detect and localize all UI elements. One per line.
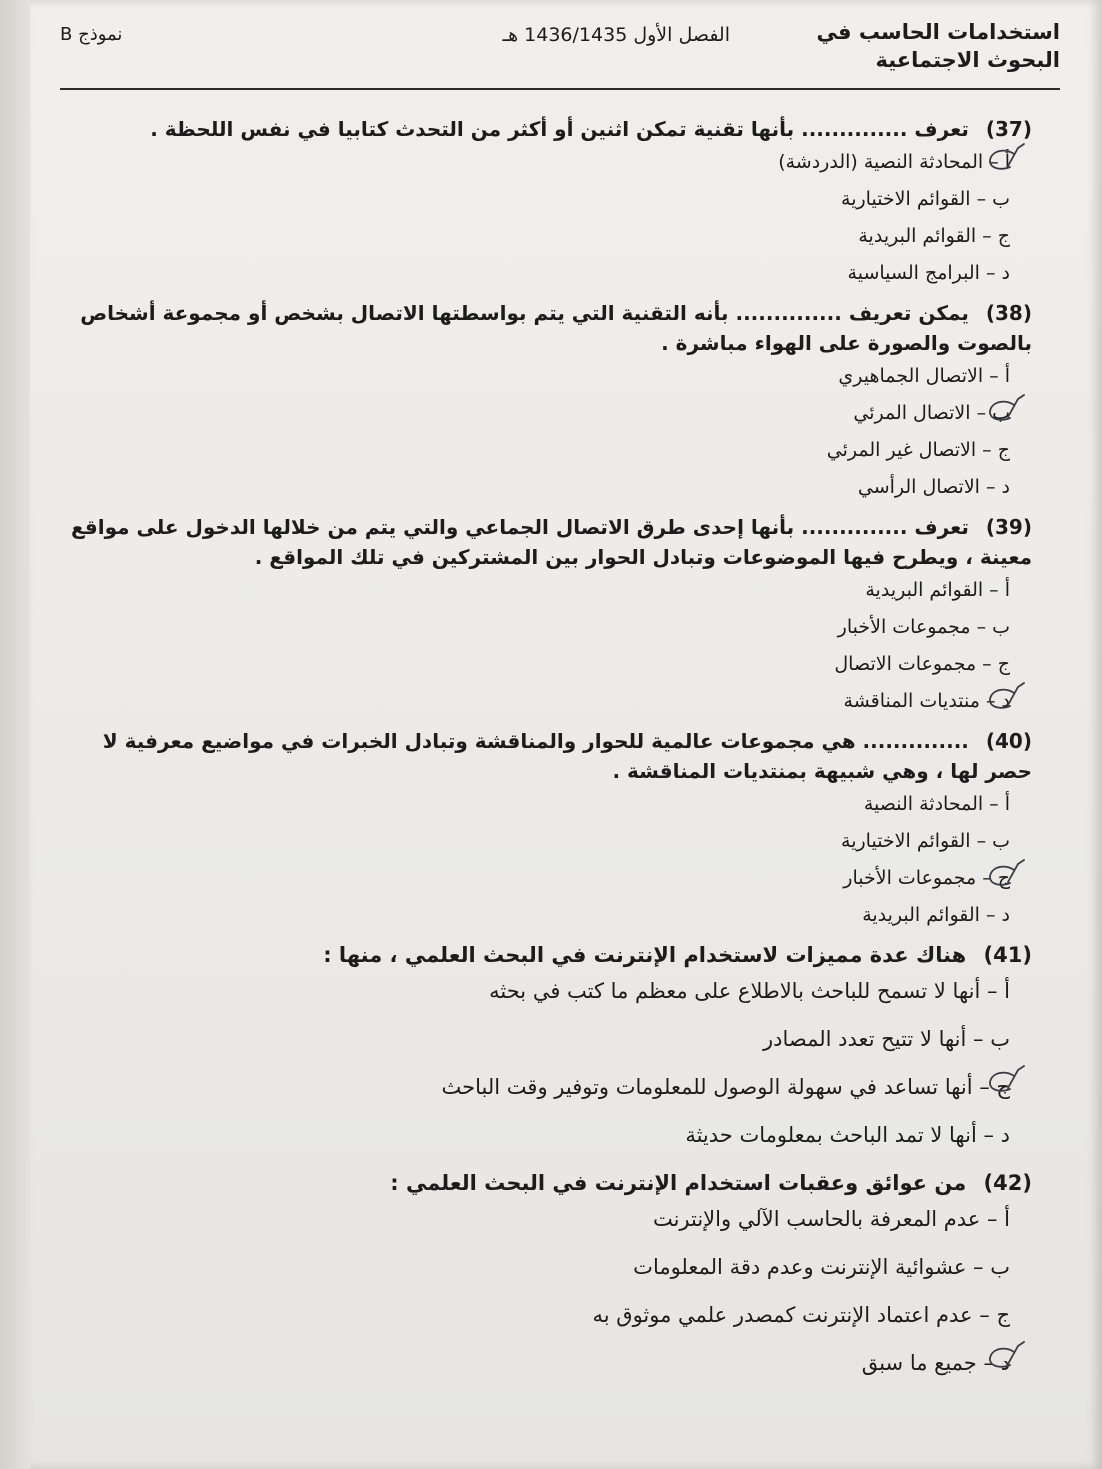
check-mark-icon	[984, 391, 1028, 427]
question-text	[60, 1168, 1032, 1198]
option-a[interactable]	[60, 364, 1010, 388]
option-label: د – منتديات المناقشة	[843, 690, 1010, 712]
option-d[interactable]	[60, 1120, 1010, 1150]
option-label: ب – مجموعات الأخبار	[837, 616, 1010, 638]
option-c[interactable]	[60, 1300, 1010, 1330]
option-label: أ – الاتصال الجماهيري	[838, 365, 1010, 387]
option-list	[60, 150, 1060, 285]
option-b[interactable]	[60, 829, 1010, 853]
question-number: (39)	[985, 515, 1032, 539]
question-text	[60, 726, 1032, 786]
option-list	[60, 578, 1060, 713]
option-label: د – الاتصال الرأسي	[857, 476, 1010, 498]
adjacent-page-edge	[0, 0, 31, 1469]
option-label: ج – عدم اعتماد الإنترنت كمصدر علمي موثوق به	[592, 1303, 1010, 1327]
question-number: (40)	[985, 729, 1032, 753]
option-d[interactable]	[60, 689, 1010, 713]
check-mark-icon	[984, 140, 1028, 176]
question-text	[60, 114, 1032, 144]
option-c[interactable]	[60, 652, 1010, 676]
question-42	[60, 1168, 1060, 1378]
option-a[interactable]	[60, 150, 1010, 174]
option-label: د – القوائم البريدية	[862, 904, 1010, 926]
option-d[interactable]	[60, 1348, 1010, 1378]
option-label: أ – عدم المعرفة بالحاسب الآلي والإنترنت	[652, 1207, 1010, 1231]
option-list	[60, 364, 1060, 499]
question-stem: هناك عدة مميزات لاستخدام الإنترنت في البحث العلمي ، منها :	[323, 943, 967, 967]
option-label: ب – الاتصال المرئي	[853, 402, 1010, 424]
option-label: أ – أنها لا تسمح للباحث بالاطلاع على معظم ما كتب في بحثه	[489, 979, 1010, 1003]
question-number: (42)	[983, 1171, 1032, 1195]
option-label: ب – القوائم الاختيارية	[841, 188, 1010, 210]
question-stem: تعرف .............. بأنها إحدى طرق الاتصال الجماعي والتي يتم من خلالها الدخول على مواقع معينة ، ويطرح فيها الموضوعات وتبادل الحوار بين المشتركين في تلك المواقع .	[70, 515, 1032, 569]
option-c[interactable]	[60, 1072, 1010, 1102]
check-mark-icon	[984, 1062, 1028, 1098]
question-number: (37)	[985, 117, 1032, 141]
option-label: ب – عشوائية الإنترنت وعدم دقة المعلومات	[633, 1255, 1010, 1279]
option-list	[60, 976, 1060, 1150]
option-c[interactable]	[60, 438, 1010, 462]
option-b[interactable]	[60, 1252, 1010, 1282]
option-a[interactable]	[60, 976, 1010, 1006]
option-label: ب – القوائم الاختيارية	[841, 830, 1010, 852]
option-b[interactable]	[60, 187, 1010, 211]
option-label: ج – أنها تساعد في سهولة الوصول للمعلومات وتوفير وقت الباحث	[441, 1075, 1010, 1099]
option-list	[60, 792, 1060, 927]
question-41	[60, 940, 1060, 1150]
question-text	[60, 298, 1032, 358]
question-37	[60, 114, 1060, 285]
option-label: ج – مجموعات الأخبار	[843, 867, 1010, 889]
option-d[interactable]	[60, 475, 1010, 499]
option-b[interactable]	[60, 1024, 1010, 1054]
option-a[interactable]	[60, 792, 1010, 816]
exam-header	[60, 18, 1060, 90]
option-a[interactable]	[60, 578, 1010, 602]
question-stem: من عوائق وعقبات استخدام الإنترنت في البحث العلمي :	[390, 1171, 967, 1195]
question-stem: تعرف .............. بأنها تقنية تمكن اثنين أو أكثر من التحدث كتابيا في نفس اللحظة .	[150, 117, 969, 141]
option-label: د – البرامج السياسية	[847, 262, 1010, 284]
option-d[interactable]	[60, 903, 1010, 927]
option-c[interactable]	[60, 224, 1010, 248]
option-label: د – جميع ما سبق	[861, 1351, 1010, 1375]
question-38	[60, 298, 1060, 499]
question-stem: يمكن تعريف .............. بأنه التقنية التي يتم بواسطتها الاتصال بشخص أو مجموعة أشخاص بالصوت والصورة على الهواء مباشرة .	[80, 301, 1032, 355]
question-stem: .............. هي مجموعات عالمية للحوار والمناقشة وتبادل الخبرات في مواضيع معرفية لا حصر لها ، وهي شبيهة بمنتديات المناقشة .	[102, 729, 1032, 783]
option-label: د – أنها لا تمد الباحث بمعلومات حديثة	[685, 1123, 1010, 1147]
question-number: (38)	[985, 301, 1032, 325]
option-label: ج – الاتصال غير المرئي	[826, 439, 1010, 461]
option-label: أ – المحادثة النصية	[863, 793, 1010, 815]
check-mark-icon	[984, 679, 1028, 715]
option-label: ب – أنها لا تتيح تعدد المصادر	[763, 1027, 1010, 1051]
question-40	[60, 726, 1060, 927]
question-number: (41)	[983, 943, 1032, 967]
course-title: استخدامات الحاسب في البحوث الاجتماعية	[816, 20, 1060, 72]
option-a[interactable]	[60, 1204, 1010, 1234]
question-39	[60, 512, 1060, 713]
model-label: نموذج B	[60, 24, 123, 45]
term-label: الفصل الأول 1436/1435 هـ	[502, 24, 730, 46]
option-label: ج – القوائم البريدية	[858, 225, 1010, 247]
question-list	[60, 114, 1060, 1378]
option-label: أ – القوائم البريدية	[865, 579, 1010, 601]
option-b[interactable]	[60, 401, 1010, 425]
option-list	[60, 1204, 1060, 1378]
option-b[interactable]	[60, 615, 1010, 639]
check-mark-icon	[984, 856, 1028, 892]
option-d[interactable]	[60, 261, 1010, 285]
question-text	[60, 940, 1032, 970]
option-label: ج – مجموعات الاتصال	[834, 653, 1010, 675]
check-mark-icon	[984, 1338, 1028, 1374]
question-text	[60, 512, 1032, 572]
option-c[interactable]	[60, 866, 1010, 890]
option-label: أ – المحادثة النصية (الدردشة)	[778, 151, 1010, 173]
exam-page	[60, 18, 1060, 1396]
